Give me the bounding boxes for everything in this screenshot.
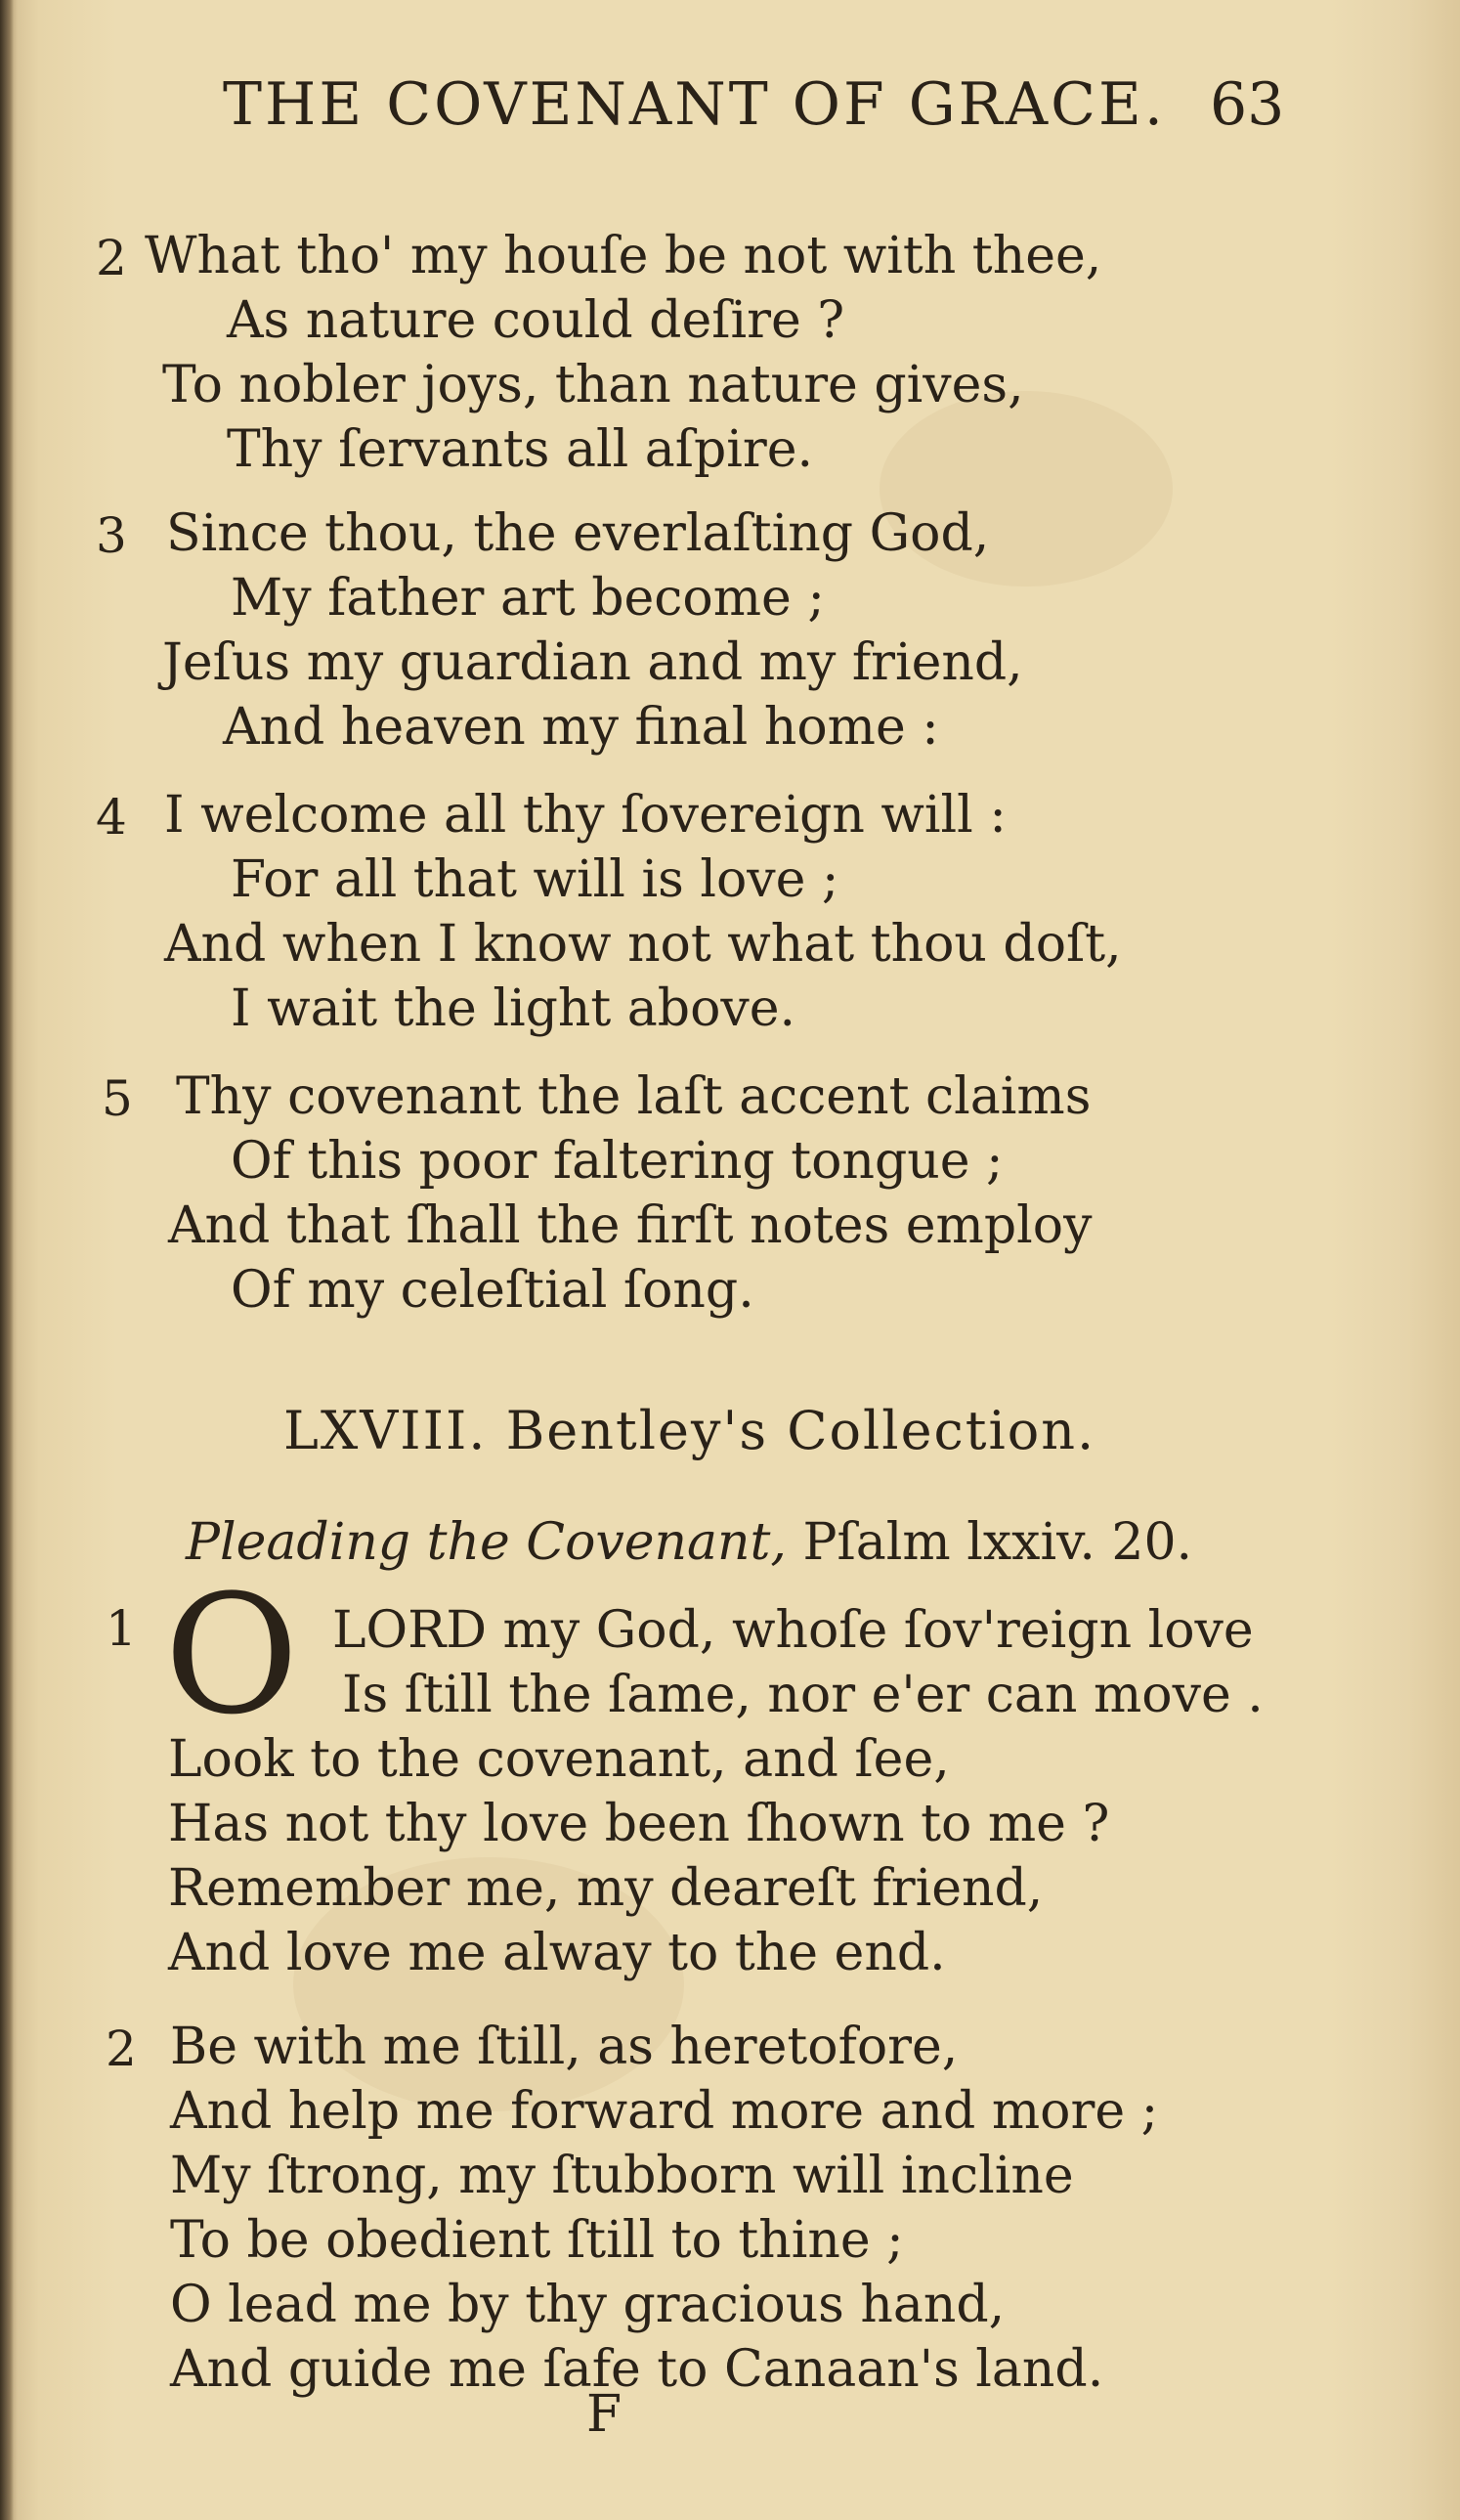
verse-line: Since thou, the everlaſting God, xyxy=(166,504,990,563)
verse-line: O lead me by thy gracious hand, xyxy=(170,2276,1006,2334)
verse-line: LORD my God, whoſe ſov'reign love xyxy=(332,1601,1254,1660)
verse-line: Of this poor faltering tongue ; xyxy=(231,1132,1004,1191)
stanza-number: 4 xyxy=(96,789,127,846)
stanza-number: 2 xyxy=(106,2020,137,2077)
verse-line: To be obedient ſtill to thine ; xyxy=(170,2211,904,2270)
verse-line: Has not thy love been ſhown to me ? xyxy=(168,1795,1110,1853)
page-number: 63 xyxy=(1210,70,1285,139)
hymn-subtitle xyxy=(186,1513,1192,1572)
verse-line: Of my celeſtial ſong. xyxy=(231,1261,754,1320)
running-title: THE COVENANT OF GRACE. xyxy=(223,70,1166,139)
verse-line: Jeſus my guardian and my friend, xyxy=(162,633,1023,692)
verse-line: Be with me ſtill, as heretofore, xyxy=(170,2018,959,2076)
verse-line: As nature could deſire ? xyxy=(227,291,845,350)
verse-line: My ſtrong, my ſtubborn will incline xyxy=(170,2147,1074,2205)
verse-line: Look to the covenant, and ſee, xyxy=(168,1730,950,1789)
verse-line: I wait the light above. xyxy=(231,979,796,1038)
verse-line: To nobler joys, than nature gives, xyxy=(162,356,1024,414)
verse-line: Thy covenant the laſt accent claims xyxy=(176,1067,1092,1126)
verse-line: And that ſhall the firſt notes employ xyxy=(168,1196,1093,1255)
stanza-number: 2 xyxy=(96,230,127,286)
verse-line: And when I know not what thou doſt, xyxy=(164,915,1122,974)
verse-line: My father art become ; xyxy=(231,569,825,628)
verse-line: And guide me ſafe to Canaan's land. xyxy=(170,2340,1104,2399)
verse-line: And help me forward more and more ; xyxy=(170,2082,1159,2141)
running-head xyxy=(223,70,1298,149)
hymn-heading: LXVIII. Bentley's Collection. xyxy=(283,1400,1096,1461)
verse-line: Thy ſervants all aſpire. xyxy=(227,420,814,479)
verse-line: I welcome all thy ſovereign will : xyxy=(164,786,1007,845)
verse-line: Is ſtill the ſame, nor e'er can move . xyxy=(342,1666,1264,1724)
stanza-number: 1 xyxy=(106,1600,137,1657)
verse-line: What tho' my houſe be not with thee, xyxy=(145,227,1102,285)
verse-line: And love me alway to the end. xyxy=(168,1924,946,1982)
stanza-number: 3 xyxy=(96,507,127,564)
verse-line: Remember me, my deareſt friend, xyxy=(168,1859,1044,1918)
page-gutter xyxy=(0,0,14,2520)
verse-line: For all that will is love ; xyxy=(231,850,839,909)
subtitle-scripture-reference: Pſalm lxxiv. 20. xyxy=(802,1513,1193,1572)
drop-cap: O xyxy=(164,1559,299,1751)
stanza-number: 5 xyxy=(102,1070,133,1127)
verse-line: And heaven my final home : xyxy=(223,698,939,757)
subtitle-topic: Pleading the Covenant, xyxy=(186,1513,787,1572)
signature-mark: F xyxy=(586,2385,623,2444)
